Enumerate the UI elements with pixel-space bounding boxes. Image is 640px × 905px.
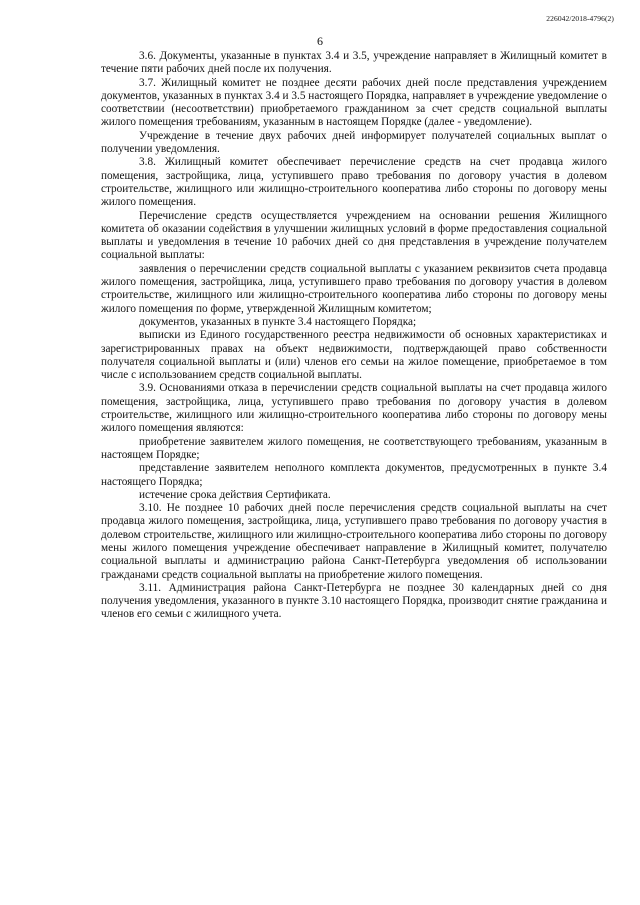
list-item-nonconforming: приобретение заявителем жилого помещения, не соответствующего требованиям, указанным в настоящем Порядке; (101, 435, 607, 461)
list-item-incomplete: представление заявителем неполного комплекта документов, предусмотренных в пункте 3.4 настоящего Порядка; (101, 462, 607, 488)
list-item-documents: документов, указанных в пункте 3.4 настоящего Порядка; (139, 315, 417, 328)
paragraph-3-7: 3.7. Жилищный комитет не позднее десяти рабочих дней после представления учреждением документов, указанных в пунктах 3.4 и 3.5 настоящего Порядка, направляет в учреждение уведомление о соответствии (несоответствии) приобретаемого гражданином за счет средств социальной выплаты жилого помещения требованиям, указанным в настоящем Порядке (далее - уведомление). (101, 76, 607, 129)
list-item-expired: истечение срока действия Сертификата. (139, 488, 331, 501)
paragraph-3-8: 3.8. Жилищный комитет обеспечивает перечисление средств на счет продавца жилого помещения, застройщика, лица, уступившего право требования по договору участия в долевом строительстве, жилищного или жилищно-строительного кооператива либо стороны по договору мены жилого помещения. (101, 156, 607, 209)
paragraph-3-10: 3.10. Не позднее 10 рабочих дней после перечисления средств социальной выплаты на счет продавца жилого помещения, застройщика, лица, уступившего право требования по договору участия в долевом строительстве, жилищного или жилищно-строительного кооператива либо стороны по договору мены жилого помещения учреждение обеспечивает направление в Жилищный комитет, получателю социальной выплаты и администрацию района Санкт-Петербурга уведомления об использовании гражданами средств социальной выплаты на приобретение жилого помещения. (101, 502, 607, 581)
document-body (101, 50, 607, 622)
document-code: 226042/2018-4796(2) (546, 14, 614, 23)
list-item-application: заявления о перечислении средств социальной выплаты с указанием реквизитов счета продавца жилого помещения, застройщика, лица, уступившего право требования по договору участия в долевом строительстве, жилищного или жилищно-строительного кооператива либо стороны по договору мены жилого помещения по форме, утвержденной Жилищным комитетом; (101, 262, 607, 315)
paragraph-3-7-info: Учреждение в течение двух рабочих дней информирует получателей социальных выплат о получении уведомления. (101, 129, 607, 156)
list-item-registry-extract: выписки из Единого государственного реестра недвижимости об основных характеристиках и зарегистрированных правах на объект недвижимости, подтверждающей право собственности получателя социальной выплаты и (или) членов его семьи на жилое помещение, приобретаемое в том числе с использованием средств социальной выплаты. (101, 329, 607, 382)
paragraph-3-9: 3.9. Основаниями отказа в перечислении средств социальной выплаты на счет продавца жилого помещения, застройщика, лица, уступившего право требования по договору участия в долевом строительстве, жилищного или жилищно-строительного кооператива либо стороны по договору мены жилого помещения являются: (101, 382, 607, 435)
paragraph-3-8-transfer: Перечисление средств осуществляется учреждением на основании решения Жилищного комитета об оказании содействия в улучшении жилищных условий в форме предоставления социальной выплаты и уведомления в течение 10 рабочих дней со дня представления в учреждение получателем социальной выплаты: (101, 209, 607, 262)
paragraph-3-6: 3.6. Документы, указанные в пунктах 3.4 и 3.5, учреждение направляет в Жилищный комитет в течение пяти рабочих дней после их получения. (101, 50, 607, 76)
page-number: 6 (317, 34, 323, 48)
paragraph-3-11: 3.11. Администрация района Санкт-Петербурга не позднее 30 календарных дней со дня получения уведомления, указанного в пункте 3.10 настоящего Порядка, производит снятие гражданина и членов его семьи с жилищного учета. (101, 581, 607, 621)
